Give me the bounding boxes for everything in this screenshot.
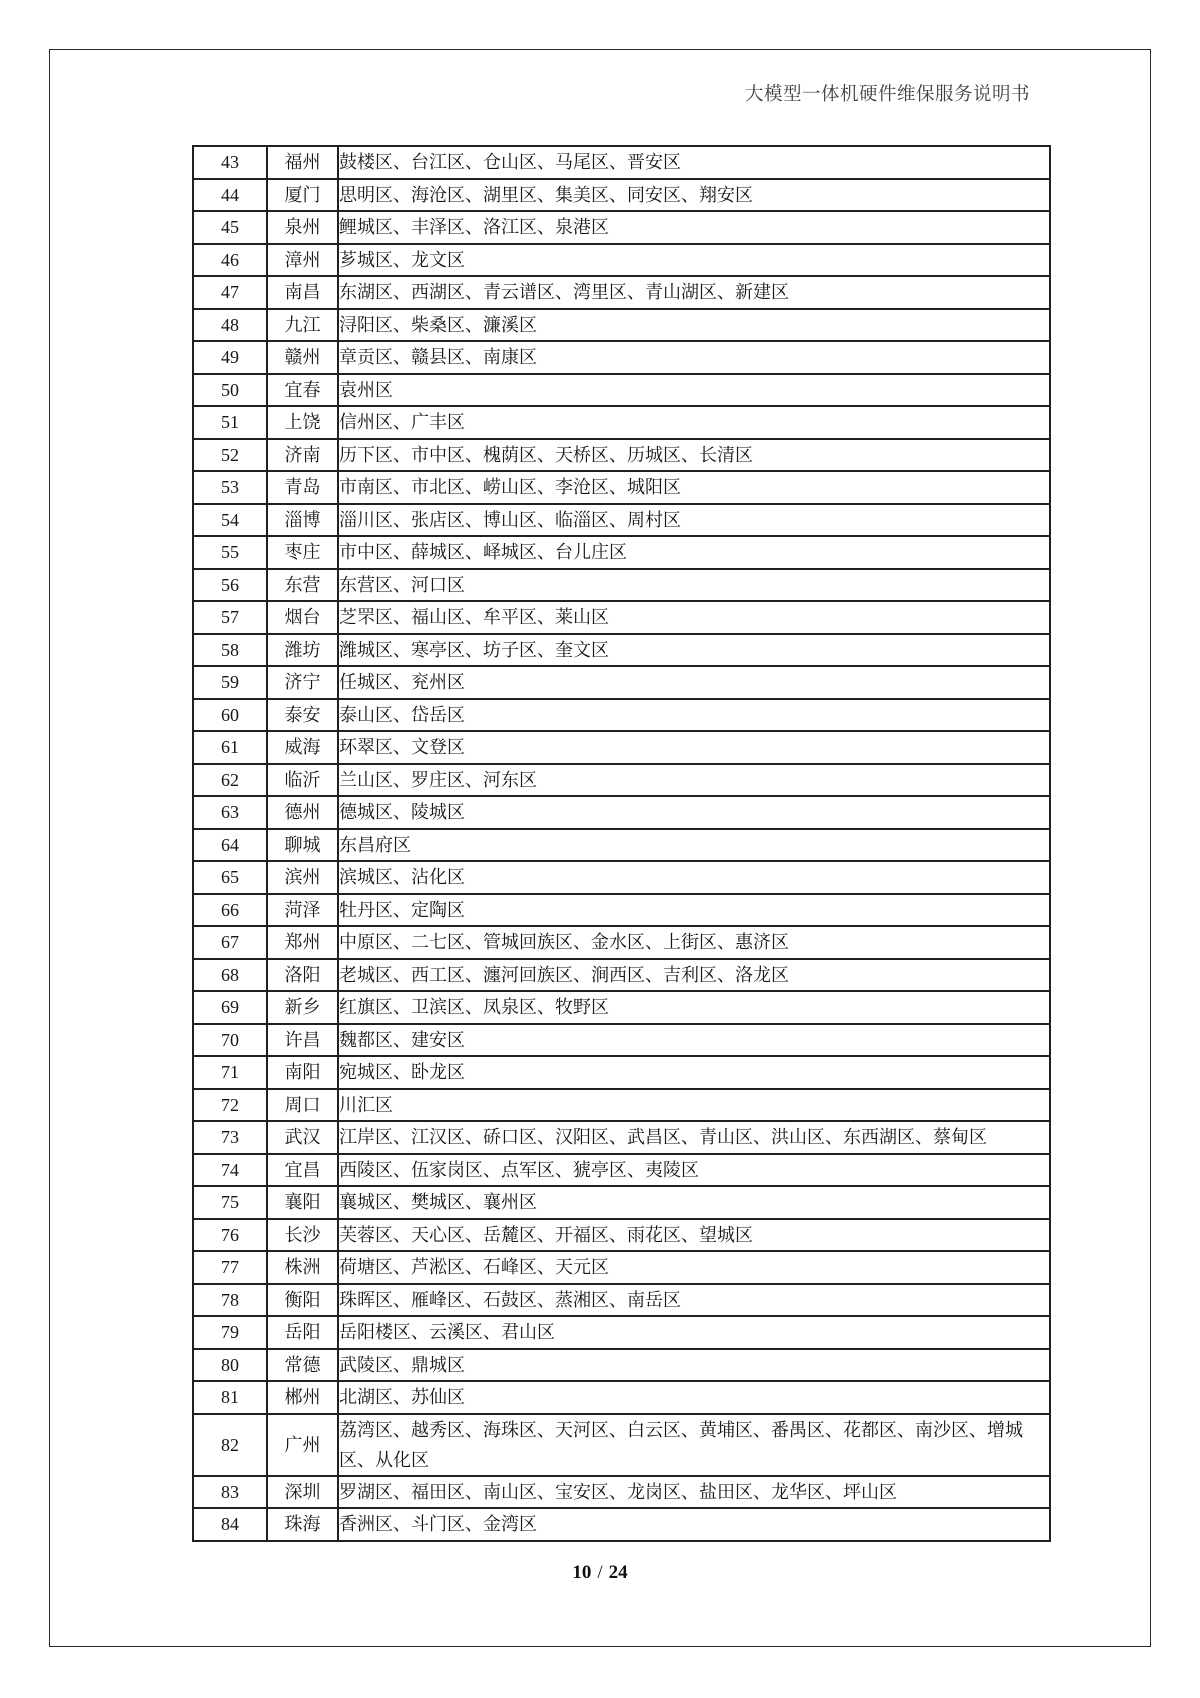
- table-row: [193, 211, 1050, 244]
- districts-cell: 淄川区、张店区、博山区、临淄区、周村区: [338, 504, 1050, 537]
- row-number-cell: 75: [193, 1186, 267, 1219]
- row-number-cell: 56: [193, 569, 267, 602]
- city-cell: 赣州: [267, 341, 338, 374]
- city-cell: 长沙: [267, 1219, 338, 1252]
- districts-cell: 思明区、海沧区、湖里区、集美区、同安区、翔安区: [338, 179, 1050, 212]
- table-row: [193, 861, 1050, 894]
- row-number-cell: 69: [193, 991, 267, 1024]
- page-number-total: 24: [608, 1562, 628, 1583]
- districts-cell: 德城区、陵城区: [338, 796, 1050, 829]
- row-number-cell: 45: [193, 211, 267, 244]
- city-cell: 郑州: [267, 926, 338, 959]
- city-cell: 上饶: [267, 406, 338, 439]
- row-number-cell: 66: [193, 894, 267, 927]
- table-row: [193, 1251, 1050, 1284]
- city-cell: 枣庄: [267, 536, 338, 569]
- districts-cell: 东湖区、西湖区、青云谱区、湾里区、青山湖区、新建区: [338, 276, 1050, 309]
- row-number-cell: 54: [193, 504, 267, 537]
- districts-cell: 中原区、二七区、管城回族区、金水区、上街区、惠济区: [338, 926, 1050, 959]
- table-row: [193, 341, 1050, 374]
- row-number-cell: 47: [193, 276, 267, 309]
- table-row: [193, 569, 1050, 602]
- districts-cell: 章贡区、赣县区、南康区: [338, 341, 1050, 374]
- table-row: [193, 276, 1050, 309]
- city-cell: 青岛: [267, 471, 338, 504]
- districts-cell: 潍城区、寒亭区、坊子区、奎文区: [338, 634, 1050, 667]
- districts-cell: 牡丹区、定陶区: [338, 894, 1050, 927]
- city-cell: 东营: [267, 569, 338, 602]
- districts-cell: 江岸区、江汉区、硚口区、汉阳区、武昌区、青山区、洪山区、东西湖区、蔡甸区: [338, 1121, 1050, 1154]
- table-row: [193, 1024, 1050, 1057]
- city-cell: 新乡: [267, 991, 338, 1024]
- table-row: [193, 504, 1050, 537]
- districts-cell: 滨城区、沾化区: [338, 861, 1050, 894]
- row-number-cell: 49: [193, 341, 267, 374]
- page-footer: [0, 1562, 1200, 1584]
- table-row: [193, 991, 1050, 1024]
- table-row: [193, 406, 1050, 439]
- districts-cell: 市南区、市北区、崂山区、李沧区、城阳区: [338, 471, 1050, 504]
- row-number-cell: 80: [193, 1349, 267, 1382]
- districts-cell: 罗湖区、福田区、南山区、宝安区、龙岗区、盐田区、龙华区、坪山区: [338, 1476, 1050, 1509]
- table-row: [193, 731, 1050, 764]
- table-row: [193, 699, 1050, 732]
- table-row: [193, 374, 1050, 407]
- city-cell: 武汉: [267, 1121, 338, 1154]
- city-cell: 漳州: [267, 244, 338, 277]
- table-row: [193, 1056, 1050, 1089]
- table-row: [193, 439, 1050, 472]
- districts-cell: 魏都区、建安区: [338, 1024, 1050, 1057]
- districts-cell: 武陵区、鼎城区: [338, 1349, 1050, 1382]
- page-number-current: 10: [572, 1562, 592, 1583]
- city-cell: 常德: [267, 1349, 338, 1382]
- city-cell: 九江: [267, 309, 338, 342]
- districts-cell: 兰山区、罗庄区、河东区: [338, 764, 1050, 797]
- table-row: [193, 536, 1050, 569]
- row-number-cell: 78: [193, 1284, 267, 1317]
- districts-cell: 红旗区、卫滨区、凤泉区、牧野区: [338, 991, 1050, 1024]
- districts-cell: 历下区、市中区、槐荫区、天桥区、历城区、长清区: [338, 439, 1050, 472]
- row-number-cell: 52: [193, 439, 267, 472]
- table-row: [193, 959, 1050, 992]
- districts-cell: 东营区、河口区: [338, 569, 1050, 602]
- table-row: [193, 1414, 1050, 1476]
- city-cell: 泰安: [267, 699, 338, 732]
- row-number-cell: 74: [193, 1154, 267, 1187]
- row-number-cell: 60: [193, 699, 267, 732]
- table-row: [193, 244, 1050, 277]
- table-row: [193, 1089, 1050, 1122]
- city-cell: 菏泽: [267, 894, 338, 927]
- row-number-cell: 77: [193, 1251, 267, 1284]
- table-row: [193, 1316, 1050, 1349]
- table-row: [193, 471, 1050, 504]
- districts-cell: 襄城区、樊城区、襄州区: [338, 1186, 1050, 1219]
- city-cell: 泉州: [267, 211, 338, 244]
- row-number-cell: 71: [193, 1056, 267, 1089]
- districts-cell: 芙蓉区、天心区、岳麓区、开福区、雨花区、望城区: [338, 1219, 1050, 1252]
- table-row: [193, 1508, 1050, 1541]
- city-districts-table: [192, 145, 1051, 1542]
- city-cell: 福州: [267, 146, 338, 179]
- districts-cell: 信州区、广丰区: [338, 406, 1050, 439]
- city-cell: 宜昌: [267, 1154, 338, 1187]
- city-cell: 衡阳: [267, 1284, 338, 1317]
- row-number-cell: 58: [193, 634, 267, 667]
- table-row: [193, 1284, 1050, 1317]
- city-cell: 周口: [267, 1089, 338, 1122]
- city-cell: 襄阳: [267, 1186, 338, 1219]
- row-number-cell: 73: [193, 1121, 267, 1154]
- row-number-cell: 62: [193, 764, 267, 797]
- city-cell: 南阳: [267, 1056, 338, 1089]
- city-cell: 威海: [267, 731, 338, 764]
- row-number-cell: 64: [193, 829, 267, 862]
- districts-cell: 老城区、西工区、瀍河回族区、涧西区、吉利区、洛龙区: [338, 959, 1050, 992]
- row-number-cell: 82: [193, 1414, 267, 1476]
- city-cell: 许昌: [267, 1024, 338, 1057]
- city-cell: 济南: [267, 439, 338, 472]
- districts-cell: 荷塘区、芦淞区、石峰区、天元区: [338, 1251, 1050, 1284]
- city-cell: 南昌: [267, 276, 338, 309]
- table-row: [193, 1219, 1050, 1252]
- row-number-cell: 63: [193, 796, 267, 829]
- row-number-cell: 44: [193, 179, 267, 212]
- row-number-cell: 70: [193, 1024, 267, 1057]
- districts-cell: 西陵区、伍家岗区、点军区、猇亭区、夷陵区: [338, 1154, 1050, 1187]
- row-number-cell: 46: [193, 244, 267, 277]
- table-row: [193, 1154, 1050, 1187]
- districts-cell: 岳阳楼区、云溪区、君山区: [338, 1316, 1050, 1349]
- city-cell: 临沂: [267, 764, 338, 797]
- city-cell: 郴州: [267, 1381, 338, 1414]
- districts-cell: 环翠区、文登区: [338, 731, 1050, 764]
- table-row: [193, 1349, 1050, 1382]
- row-number-cell: 55: [193, 536, 267, 569]
- row-number-cell: 83: [193, 1476, 267, 1509]
- districts-cell: 市中区、薛城区、峄城区、台儿庄区: [338, 536, 1050, 569]
- row-number-cell: 50: [193, 374, 267, 407]
- districts-cell: 珠晖区、雁峰区、石鼓区、蒸湘区、南岳区: [338, 1284, 1050, 1317]
- districts-cell: 任城区、兖州区: [338, 666, 1050, 699]
- row-number-cell: 48: [193, 309, 267, 342]
- city-cell: 聊城: [267, 829, 338, 862]
- row-number-cell: 84: [193, 1508, 267, 1541]
- row-number-cell: 53: [193, 471, 267, 504]
- city-cell: 广州: [267, 1414, 338, 1476]
- districts-cell: 芝罘区、福山区、牟平区、莱山区: [338, 601, 1050, 634]
- table-row: [193, 926, 1050, 959]
- districts-cell: 浔阳区、柴桑区、濂溪区: [338, 309, 1050, 342]
- city-cell: 洛阳: [267, 959, 338, 992]
- table-row: [193, 1381, 1050, 1414]
- page-number-separator: /: [597, 1562, 603, 1583]
- districts-cell: 宛城区、卧龙区: [338, 1056, 1050, 1089]
- districts-cell: 东昌府区: [338, 829, 1050, 862]
- row-number-cell: 51: [193, 406, 267, 439]
- city-cell: 潍坊: [267, 634, 338, 667]
- districts-cell: 北湖区、苏仙区: [338, 1381, 1050, 1414]
- table-row: [193, 309, 1050, 342]
- districts-cell: 泰山区、岱岳区: [338, 699, 1050, 732]
- row-number-cell: 81: [193, 1381, 267, 1414]
- districts-cell: 鼓楼区、台江区、仓山区、马尾区、晋安区: [338, 146, 1050, 179]
- row-number-cell: 76: [193, 1219, 267, 1252]
- table-row: [193, 666, 1050, 699]
- table-row: [193, 179, 1050, 212]
- districts-cell: 香洲区、斗门区、金湾区: [338, 1508, 1050, 1541]
- row-number-cell: 43: [193, 146, 267, 179]
- city-cell: 珠海: [267, 1508, 338, 1541]
- districts-cell: 荔湾区、越秀区、海珠区、天河区、白云区、黄埔区、番禺区、花都区、南沙区、增城区、从化区: [338, 1414, 1050, 1476]
- city-cell: 宜春: [267, 374, 338, 407]
- table-row: [193, 764, 1050, 797]
- row-number-cell: 59: [193, 666, 267, 699]
- document-header-title: 大模型一体机硬件维保服务说明书: [744, 85, 1030, 105]
- districts-cell: 袁州区: [338, 374, 1050, 407]
- row-number-cell: 68: [193, 959, 267, 992]
- row-number-cell: 72: [193, 1089, 267, 1122]
- city-cell: 滨州: [267, 861, 338, 894]
- table-body: [193, 146, 1050, 1541]
- table-row: [193, 634, 1050, 667]
- table-row: [193, 1186, 1050, 1219]
- table-row: [193, 601, 1050, 634]
- city-cell: 岳阳: [267, 1316, 338, 1349]
- table-row: [193, 1121, 1050, 1154]
- row-number-cell: 57: [193, 601, 267, 634]
- table-row: [193, 796, 1050, 829]
- city-cell: 厦门: [267, 179, 338, 212]
- table-row: [193, 1476, 1050, 1509]
- city-cell: 淄博: [267, 504, 338, 537]
- table-row: [193, 894, 1050, 927]
- row-number-cell: 67: [193, 926, 267, 959]
- districts-cell: 鲤城区、丰泽区、洛江区、泉港区: [338, 211, 1050, 244]
- row-number-cell: 61: [193, 731, 267, 764]
- city-cell: 深圳: [267, 1476, 338, 1509]
- city-cell: 烟台: [267, 601, 338, 634]
- city-cell: 济宁: [267, 666, 338, 699]
- city-cell: 德州: [267, 796, 338, 829]
- districts-cell: 芗城区、龙文区: [338, 244, 1050, 277]
- table-row: [193, 829, 1050, 862]
- table-row: [193, 146, 1050, 179]
- city-cell: 株洲: [267, 1251, 338, 1284]
- districts-cell: 川汇区: [338, 1089, 1050, 1122]
- row-number-cell: 65: [193, 861, 267, 894]
- row-number-cell: 79: [193, 1316, 267, 1349]
